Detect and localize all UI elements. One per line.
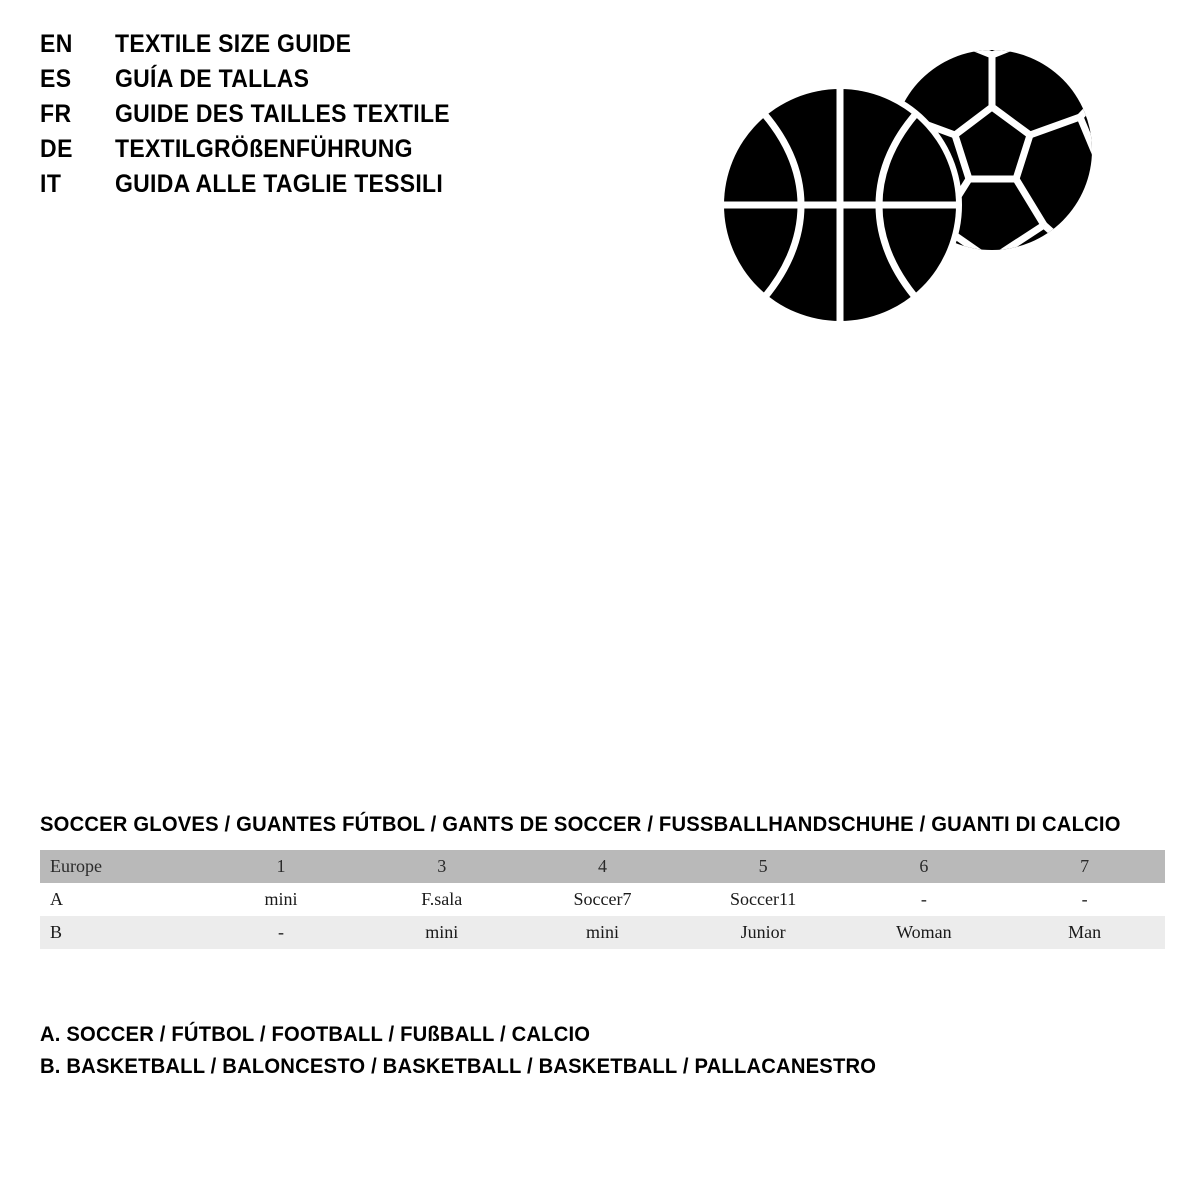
language-label-en: TEXTILE SIZE GUIDE: [115, 30, 352, 58]
row-b-cell-1: -: [201, 916, 362, 949]
table-header-5: 5: [683, 850, 844, 883]
language-code-de: DE: [40, 135, 73, 163]
language-code-fr: FR: [40, 100, 72, 128]
table-row: [40, 883, 1165, 916]
language-row-fr: [40, 100, 560, 135]
table-header-row: [40, 850, 1165, 883]
language-legend: [40, 30, 560, 205]
row-b-label: B: [40, 916, 201, 949]
balls-illustration: [720, 45, 1100, 335]
language-row-de: [40, 135, 560, 170]
size-table-section: [40, 812, 1165, 949]
row-a-cell-1: mini: [201, 883, 362, 916]
language-label-fr: GUIDE DES TAILLES TEXTILE: [115, 100, 450, 128]
language-row-es: [40, 65, 560, 100]
row-b-cell-6: Man: [1004, 916, 1165, 949]
table-row: [40, 916, 1165, 949]
row-a-cell-4: Soccer11: [683, 883, 844, 916]
table-header-europe: Europe: [40, 850, 201, 883]
row-a-cell-2: F.sala: [361, 883, 522, 916]
table-header-4: 4: [522, 850, 683, 883]
basketball-shape: [720, 83, 962, 327]
language-label-de: TEXTILGRÖßENFÜHRUNG: [115, 135, 413, 163]
row-b-cell-3: mini: [522, 916, 683, 949]
table-header-6: 6: [844, 850, 1005, 883]
footnotes: [40, 1018, 1040, 1082]
language-label-es: GUÍA DE TALLAS: [115, 65, 310, 93]
language-row-it: [40, 170, 560, 205]
row-b-cell-2: mini: [361, 916, 522, 949]
table-header-1: 1: [201, 850, 362, 883]
row-a-cell-3: Soccer7: [522, 883, 683, 916]
language-code-en: EN: [40, 30, 73, 58]
table-header-7: 7: [1004, 850, 1165, 883]
language-code-es: ES: [40, 65, 72, 93]
row-a-cell-6: -: [1004, 883, 1165, 916]
footnote-a: A. SOCCER / FÚTBOL / FOOTBALL / FUßBALL / CALCIO: [40, 1022, 591, 1046]
row-a-label: A: [40, 883, 201, 916]
size-table-title: SOCCER GLOVES / GUANTES FÚTBOL / GANTS DE SOCCER / FUSSBALLHANDSCHUHE / GUANTI DI CALCIO: [40, 812, 1121, 836]
sports-balls-icon: [720, 45, 1100, 335]
row-a-cell-5: -: [844, 883, 1005, 916]
footnote-b: B. BASKETBALL / BALONCESTO / BASKETBALL / BASKETBALL / PALLACANESTRO: [40, 1054, 877, 1078]
language-code-it: IT: [40, 170, 62, 198]
table-header-3: 3: [361, 850, 522, 883]
row-b-cell-5: Woman: [844, 916, 1005, 949]
soccer-gloves-size-table: [40, 850, 1165, 949]
language-row-en: [40, 30, 560, 65]
language-label-it: GUIDA ALLE TAGLIE TESSILI: [115, 170, 444, 198]
row-b-cell-4: Junior: [683, 916, 844, 949]
